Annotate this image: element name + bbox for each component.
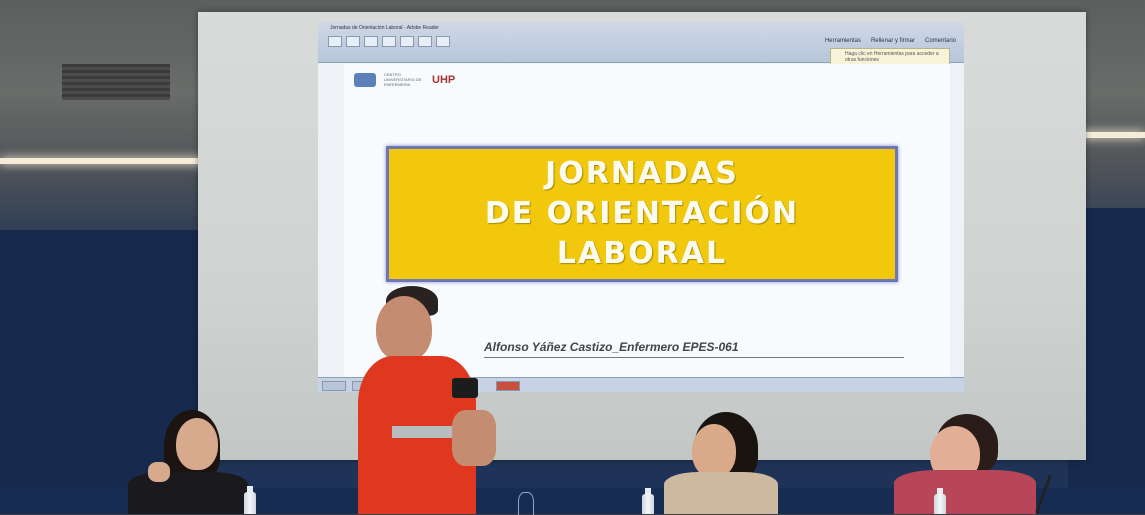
tooltip-box: Haga clic en Herramientas para acceder a otras funciones bbox=[830, 48, 950, 72]
water-bottle bbox=[934, 494, 946, 514]
slide-logos bbox=[354, 72, 455, 87]
toolbar-panels bbox=[825, 38, 956, 44]
person-center-woman bbox=[660, 412, 780, 514]
print-icon[interactable] bbox=[346, 36, 360, 47]
zoom-in-icon[interactable] bbox=[436, 36, 450, 47]
window-title: Jornadas de Orientación Laboral - Adobe Reader bbox=[330, 25, 439, 31]
face bbox=[376, 296, 432, 362]
ceiling-light-left bbox=[0, 158, 214, 164]
glass bbox=[518, 492, 534, 515]
badge-patch bbox=[452, 378, 478, 398]
torso bbox=[894, 470, 1036, 514]
hand bbox=[148, 462, 170, 482]
next-page-icon[interactable] bbox=[400, 36, 414, 47]
author-underline bbox=[484, 357, 904, 358]
author-credit: Alfonso Yáñez Castizo_Enfermero EPES-061 bbox=[484, 340, 739, 354]
title-line-3: LABORAL bbox=[556, 236, 728, 271]
face bbox=[692, 424, 736, 478]
brand-logo: UHP bbox=[432, 73, 456, 86]
prev-page-icon[interactable] bbox=[382, 36, 396, 47]
torso bbox=[664, 472, 778, 514]
ceiling-vent bbox=[62, 64, 170, 100]
university-logo-icon bbox=[354, 73, 376, 87]
person-standing-paramedic bbox=[352, 286, 502, 514]
person-left-woman bbox=[118, 410, 258, 514]
mail-icon[interactable] bbox=[364, 36, 378, 47]
tools-tab[interactable]: Herramientas bbox=[824, 38, 861, 44]
start-button[interactable] bbox=[322, 381, 346, 391]
water-bottle bbox=[244, 492, 256, 514]
logo-caption: CENTRO UNIVERSITARIO DE ENFERMERÍA bbox=[384, 72, 422, 87]
arm-hand bbox=[452, 410, 496, 466]
person-right-woman bbox=[890, 414, 1040, 514]
torso bbox=[128, 472, 248, 514]
title-line-1: JORNADAS bbox=[545, 156, 739, 191]
title-line-2: DE ORIENTACIÓN bbox=[484, 196, 800, 231]
zoom-out-icon[interactable] bbox=[418, 36, 432, 47]
face bbox=[176, 418, 218, 470]
comment-tab[interactable]: Comentario bbox=[924, 38, 956, 44]
fill-sign-tab[interactable]: Rellenar y firmar bbox=[870, 38, 915, 44]
title-banner bbox=[386, 146, 898, 282]
open-icon[interactable] bbox=[328, 36, 342, 47]
water-bottle bbox=[642, 494, 654, 514]
toolbar-buttons bbox=[328, 36, 450, 47]
